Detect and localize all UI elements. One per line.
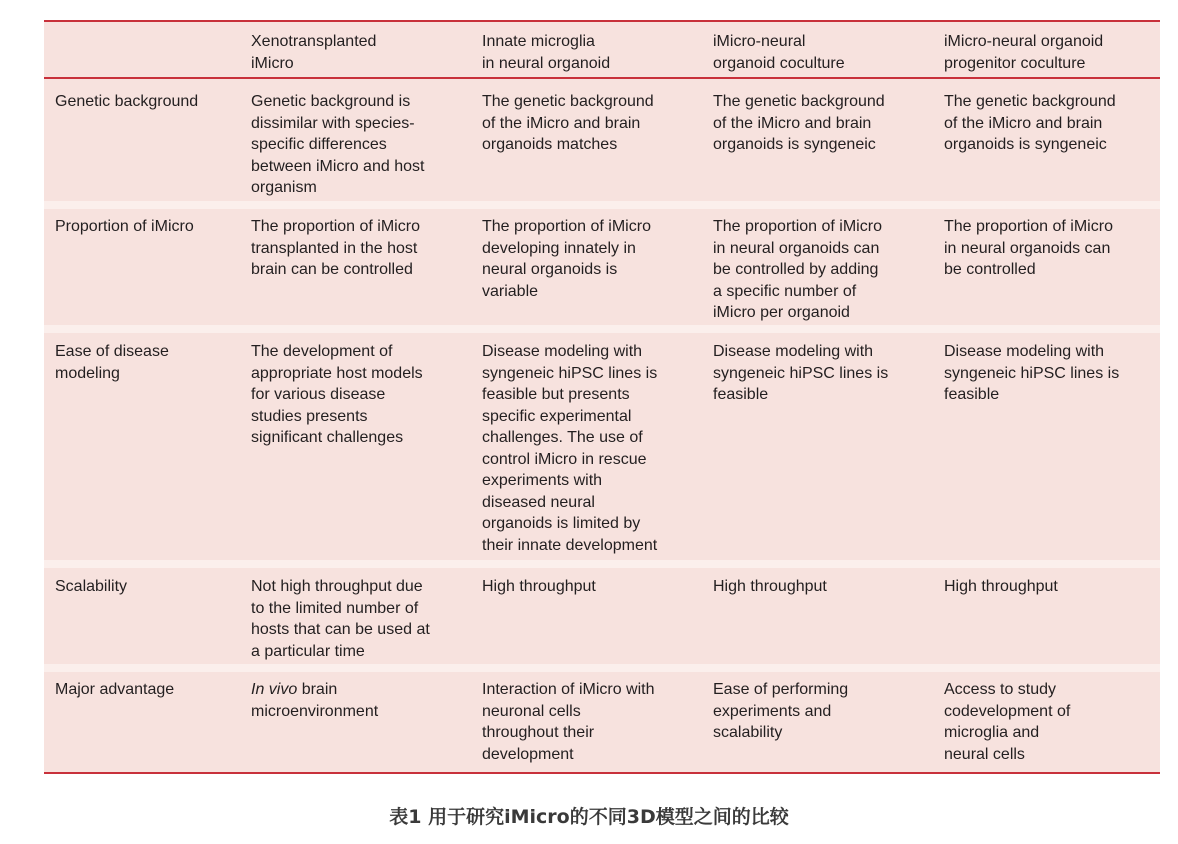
table-cell: Disease modeling with syngeneic hiPSC lines is feasible bbox=[944, 343, 1120, 403]
table-cell: The genetic background of the iMicro and brain organoids matches bbox=[482, 93, 654, 153]
row-separator bbox=[44, 201, 1160, 209]
row-separator bbox=[44, 325, 1160, 333]
table-cell: Disease modeling with syngeneic hiPSC lines is feasible but presents specific experimental challenges. The use of control iMicro in rescue experiments with diseased neural organoids is limited by their innate development bbox=[482, 343, 658, 554]
table-cell: Not high throughput due to the limited number of hosts that can be used at a particular time bbox=[251, 578, 430, 660]
table-cell: High throughput bbox=[944, 578, 1058, 595]
header-rule bbox=[44, 77, 1160, 79]
table-cell bbox=[251, 679, 475, 722]
table-cell: The proportion of iMicro in neural organoids can be controlled by adding a specific number of iMicro per organoid bbox=[713, 218, 882, 321]
header-xenotransplanted: Xenotransplanted iMicro bbox=[251, 33, 377, 72]
table-cell: High throughput bbox=[713, 578, 827, 595]
in-vivo-italic: In vivo bbox=[251, 681, 298, 698]
table-cell: Disease modeling with syngeneic hiPSC lines is feasible bbox=[713, 343, 889, 403]
row-separator bbox=[44, 664, 1160, 672]
row-label-scalability: Scalability bbox=[55, 578, 128, 595]
header-progenitor-coculture: iMicro-neural organoid progenitor coculture bbox=[944, 33, 1104, 72]
table-cell: The proportion of iMicro in neural organoids can be controlled bbox=[944, 218, 1113, 278]
row-separator bbox=[44, 560, 1160, 568]
table-cell: High throughput bbox=[482, 578, 596, 595]
table-cell: The genetic background of the iMicro and brain organoids is syngeneic bbox=[713, 93, 885, 153]
header-innate-microglia: Innate microglia in neural organoid bbox=[482, 33, 611, 72]
table-cell: Ease of performing experiments and scalability bbox=[713, 681, 849, 741]
row-label-proportion: Proportion of iMicro bbox=[55, 218, 194, 235]
table-cell: Access to study codevelopment of microglia and neural cells bbox=[944, 681, 1071, 763]
table-cell: The proportion of iMicro developing innately in neural organoids is variable bbox=[482, 218, 651, 300]
in-vivo-rest: brain microenvironment bbox=[251, 681, 379, 720]
row-label-disease-modeling: Ease of disease modeling bbox=[55, 343, 169, 382]
table-cell: Genetic background is dissimilar with species- specific differences between iMicro and host organism bbox=[251, 93, 425, 196]
header-coculture: iMicro-neural organoid coculture bbox=[713, 33, 845, 72]
table-cell: The proportion of iMicro transplanted in the host brain can be controlled bbox=[251, 218, 420, 278]
row-label-genetic-background: Genetic background bbox=[55, 93, 199, 110]
table-cell: The genetic background of the iMicro and brain organoids is syngeneic bbox=[944, 93, 1116, 153]
row-label-major-advantage: Major advantage bbox=[55, 681, 175, 698]
table-caption: 表1 用于研究iMicro的不同3D模型之间的比较 bbox=[389, 806, 789, 828]
table-cell: The development of appropriate host models for various disease studies presents significant challenges bbox=[251, 343, 423, 446]
table-cell: Interaction of iMicro with neuronal cells throughout their development bbox=[482, 681, 655, 763]
comparison-table bbox=[44, 20, 1160, 774]
